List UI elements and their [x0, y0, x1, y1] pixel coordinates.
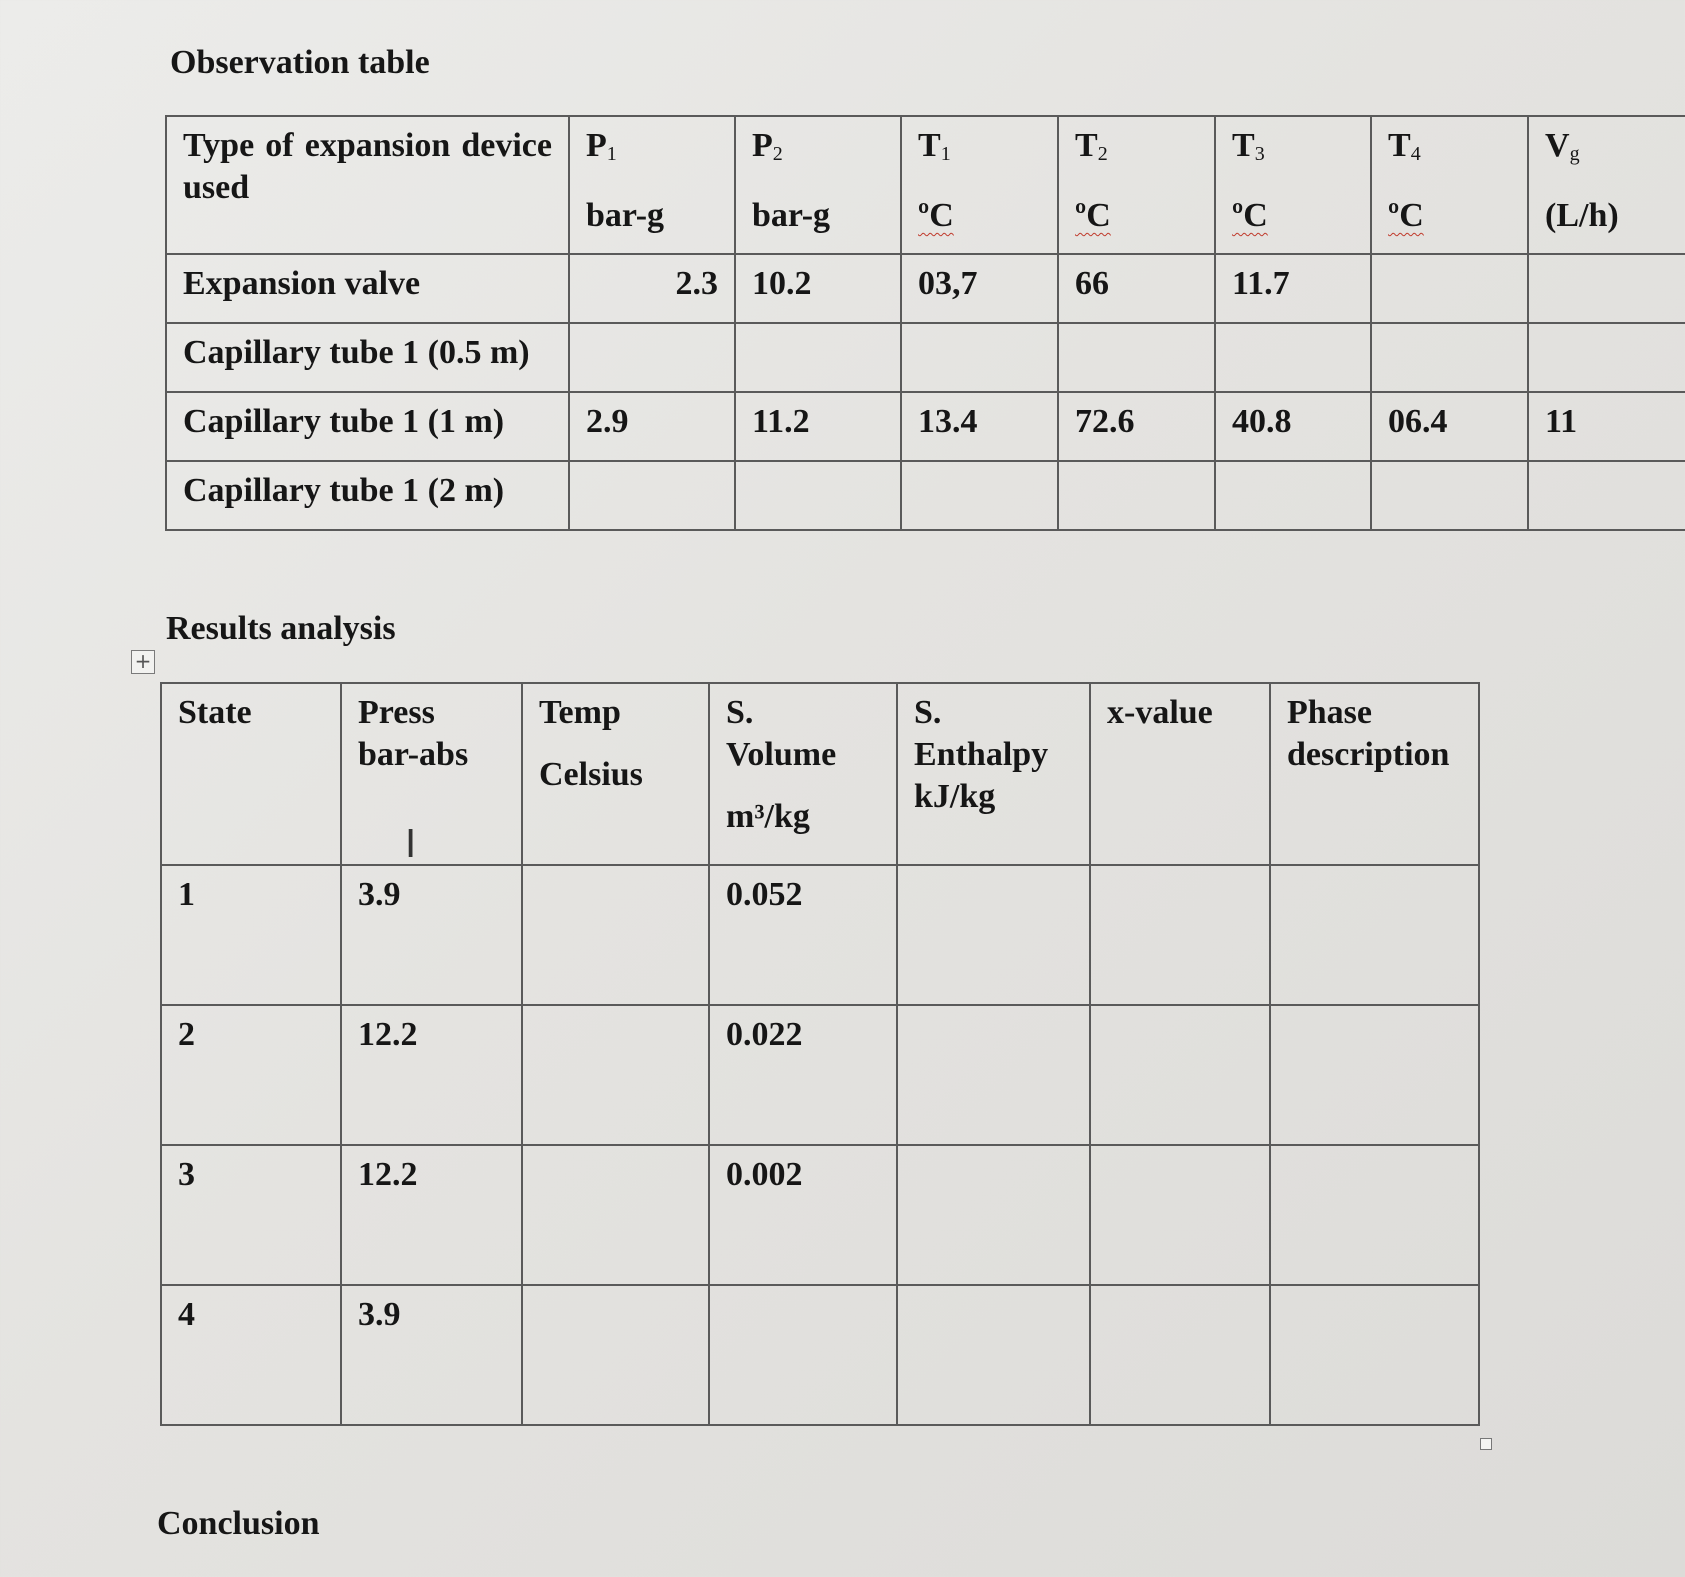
observation-header-row: [166, 116, 1685, 254]
header-p2-sub: 2: [772, 143, 783, 165]
table-cell[interactable]: [897, 865, 1090, 1005]
table-cell[interactable]: [709, 1005, 897, 1145]
header-enthalpy-label: Enthalpy: [914, 736, 1049, 773]
cell-value: [736, 324, 900, 340]
cell-value: [902, 462, 1057, 478]
table-cell[interactable]: [1090, 1005, 1270, 1145]
cell-value: [523, 1146, 708, 1162]
header-vg-label: V: [1545, 127, 1570, 164]
table-cell[interactable]: [1090, 1145, 1270, 1285]
table-cell[interactable]: [161, 1005, 341, 1145]
header-cell-temp[interactable]: [522, 683, 709, 865]
cell-value: 11.7: [1232, 265, 1290, 302]
cell-value: [736, 462, 900, 478]
row-label: Expansion valve: [183, 265, 421, 302]
cell-value: [1216, 462, 1370, 478]
cell-value: 13.4: [918, 403, 978, 440]
header-t2-unit: ºC: [1075, 197, 1111, 234]
table-row: [166, 323, 1685, 392]
cell-value: [1091, 866, 1269, 882]
header-p2-label: P: [752, 127, 773, 164]
row-label: Capillary tube 1 (1 m): [183, 403, 505, 440]
header-cell-t2[interactable]: [1058, 116, 1215, 254]
header-type-label: Type of expansion device used: [183, 127, 552, 206]
table-cell[interactable]: [1090, 1285, 1270, 1425]
header-volume-label: Volume: [726, 736, 837, 773]
header-temp-unit: Celsius: [539, 756, 643, 793]
table-cell[interactable]: [709, 1145, 897, 1285]
table-cell[interactable]: [1371, 254, 1528, 323]
header-cell-type[interactable]: [166, 116, 569, 254]
state-value: 3: [178, 1156, 195, 1193]
cell-value: [902, 324, 1057, 340]
cell-value: 2.9: [586, 403, 629, 440]
table-cell[interactable]: [901, 323, 1058, 392]
cell-value: 03,7: [918, 265, 978, 302]
header-cell-phase[interactable]: [1270, 683, 1479, 865]
table-row: [166, 461, 1685, 530]
cell-value: 0.052: [726, 876, 803, 913]
header-t1-unit: ºC: [918, 197, 954, 234]
cell-value: [710, 1286, 896, 1302]
header-cell-t1[interactable]: [901, 116, 1058, 254]
row-label: Capillary tube 1 (2 m): [183, 472, 505, 509]
table-cell[interactable]: [901, 392, 1058, 461]
table-row: [161, 1145, 1479, 1285]
cell-value: [1271, 866, 1478, 882]
header-t4-sub: 4: [1410, 143, 1421, 165]
table-cell[interactable]: [735, 254, 901, 323]
header-t1-label: T: [918, 127, 941, 164]
cell-value: 66: [1075, 265, 1109, 302]
header-volume-prefix: S.: [726, 694, 754, 731]
header-p1-label: P: [586, 127, 607, 164]
table-cell[interactable]: [709, 865, 897, 1005]
cell-value: [898, 866, 1089, 882]
header-p2-unit: bar-g: [752, 197, 831, 234]
table-cell[interactable]: [1528, 323, 1685, 392]
results-header-row: [161, 683, 1479, 865]
cell-value: [1059, 324, 1214, 340]
header-t2-label: T: [1075, 127, 1098, 164]
table-row: [161, 865, 1479, 1005]
header-t4-unit: ºC: [1388, 197, 1424, 234]
table-cell[interactable]: [522, 1005, 709, 1145]
header-t2-sub: 2: [1097, 143, 1108, 165]
table-cell[interactable]: [1058, 254, 1215, 323]
table-cell[interactable]: [161, 1145, 341, 1285]
cell-value: 11: [1545, 403, 1578, 440]
header-phase-label-2: description: [1287, 736, 1450, 773]
table-row: [166, 392, 1685, 461]
cell-value: [1091, 1146, 1269, 1162]
table-cell[interactable]: [341, 1005, 522, 1145]
cell-value: 12.2: [358, 1016, 418, 1053]
table-cell[interactable]: [897, 1285, 1090, 1425]
cell-value: [1271, 1006, 1478, 1022]
table-cell[interactable]: [161, 1285, 341, 1425]
table-cell[interactable]: [1528, 461, 1685, 530]
header-cell-xvalue[interactable]: [1090, 683, 1270, 865]
table-cell[interactable]: [161, 865, 341, 1005]
cell-value: [898, 1146, 1089, 1162]
table-cell[interactable]: [1270, 1285, 1479, 1425]
table-cell[interactable]: [341, 865, 522, 1005]
table-cell[interactable]: [569, 461, 735, 530]
conclusion-title: Conclusion: [157, 1505, 320, 1542]
header-p1-sub: 1: [606, 143, 617, 165]
cell-value: 0.002: [726, 1156, 803, 1193]
table-cell[interactable]: [1528, 254, 1685, 323]
header-cell-t4[interactable]: [1371, 116, 1528, 254]
header-cell-volume[interactable]: [709, 683, 897, 865]
table-cell[interactable]: [897, 1145, 1090, 1285]
cell-value: [1372, 255, 1527, 271]
table-cell[interactable]: [1371, 323, 1528, 392]
table-cell[interactable]: [901, 254, 1058, 323]
observation-table-title: Observation table: [170, 44, 430, 81]
cell-value: 0.022: [726, 1016, 803, 1053]
cell-value: 40.8: [1232, 403, 1292, 440]
table-cell[interactable]: [569, 323, 735, 392]
cell-value: 10.2: [752, 265, 812, 302]
header-t3-sub: 3: [1254, 143, 1265, 165]
header-cell-state[interactable]: [161, 683, 341, 865]
table-cell[interactable]: [166, 392, 569, 461]
header-cell-enthalpy[interactable]: [897, 683, 1090, 865]
header-cell-p2[interactable]: [735, 116, 901, 254]
header-temp-label: Temp: [539, 694, 621, 731]
cell-value: 3.9: [358, 1296, 401, 1333]
cell-value: [1059, 462, 1214, 478]
cell-value: [570, 324, 734, 340]
cell-value: [898, 1006, 1089, 1022]
table-cell[interactable]: [1215, 392, 1371, 461]
table-cell[interactable]: [1270, 1145, 1479, 1285]
cell-value: [523, 1006, 708, 1022]
cell-value: 3.9: [358, 876, 401, 913]
cell-value: 2.3: [675, 265, 718, 302]
state-value: 1: [178, 876, 195, 913]
table-cell[interactable]: [1270, 1005, 1479, 1145]
table-cell[interactable]: [522, 865, 709, 1005]
results-analysis-title: Results analysis: [166, 610, 396, 647]
cell-value: [523, 1286, 708, 1302]
header-t3-label: T: [1232, 127, 1255, 164]
cell-value: [1372, 462, 1527, 478]
table-cell[interactable]: [1270, 865, 1479, 1005]
table-cell[interactable]: [522, 1145, 709, 1285]
table-cell[interactable]: [1215, 323, 1371, 392]
table-row: [161, 1005, 1479, 1145]
cell-value: [1271, 1146, 1478, 1162]
table-cell[interactable]: [735, 461, 901, 530]
table-move-handle-icon[interactable]: +: [131, 650, 155, 674]
cell-value: [523, 866, 708, 882]
table-cell[interactable]: [735, 323, 901, 392]
table-cell[interactable]: [1371, 392, 1528, 461]
state-value: 2: [178, 1016, 195, 1053]
header-phase-label: Phase: [1287, 694, 1372, 731]
header-cell-p1[interactable]: [569, 116, 735, 254]
cell-value: 06.4: [1388, 403, 1448, 440]
header-t3-unit: ºC: [1232, 197, 1268, 234]
table-cell[interactable]: [1528, 392, 1685, 461]
header-cell-t3[interactable]: [1215, 116, 1371, 254]
state-value: 4: [178, 1296, 195, 1333]
results-table: [160, 682, 1480, 1426]
cell-value: 72.6: [1075, 403, 1135, 440]
table-cell[interactable]: [1058, 461, 1215, 530]
table-cell[interactable]: [569, 254, 735, 323]
header-vg-unit: (L/h): [1545, 197, 1619, 234]
header-cell-vg[interactable]: [1528, 116, 1685, 254]
cell-value: [1271, 1286, 1478, 1302]
cell-value: [1091, 1286, 1269, 1302]
table-cell[interactable]: [1371, 461, 1528, 530]
header-enthalpy-unit: kJ/kg: [914, 778, 996, 815]
table-cell[interactable]: [1058, 323, 1215, 392]
cell-value: [570, 462, 734, 478]
table-cell[interactable]: [897, 1005, 1090, 1145]
header-enthalpy-prefix: S.: [914, 694, 942, 731]
table-cell[interactable]: [522, 1285, 709, 1425]
row-label: Capillary tube 1 (0.5 m): [183, 334, 530, 371]
header-cell-press[interactable]: [341, 683, 522, 865]
header-press-label: Press: [358, 694, 435, 731]
table-cell[interactable]: [166, 323, 569, 392]
text-cursor-icon: I: [405, 822, 417, 866]
header-t1-sub: 1: [940, 143, 951, 165]
table-cell[interactable]: [166, 254, 569, 323]
table-cell[interactable]: [341, 1285, 522, 1425]
cell-value: 11.2: [752, 403, 810, 440]
table-cell[interactable]: [901, 461, 1058, 530]
table-resize-handle[interactable]: [1480, 1438, 1492, 1450]
table-cell[interactable]: [1215, 254, 1371, 323]
table-cell[interactable]: [166, 461, 569, 530]
table-row: [161, 1285, 1479, 1425]
cell-value: [1372, 324, 1527, 340]
cell-value: [1529, 462, 1685, 478]
table-row: [166, 254, 1685, 323]
header-p1-unit: bar-g: [586, 197, 665, 234]
cell-value: [898, 1286, 1089, 1302]
header-press-unit: bar-abs: [358, 736, 469, 773]
header-xvalue-label: x-value: [1107, 694, 1213, 731]
table-cell[interactable]: [1058, 392, 1215, 461]
table-cell[interactable]: [709, 1285, 897, 1425]
cell-value: [1216, 324, 1370, 340]
header-t4-label: T: [1388, 127, 1411, 164]
observation-table: [165, 115, 1685, 531]
cell-value: 12.2: [358, 1156, 418, 1193]
header-state-label: State: [178, 694, 252, 731]
cell-value: [1529, 324, 1685, 340]
table-cell[interactable]: [569, 392, 735, 461]
cell-value: [1529, 255, 1685, 271]
table-cell[interactable]: [735, 392, 901, 461]
table-cell[interactable]: [341, 1145, 522, 1285]
header-volume-unit: m³/kg: [726, 798, 810, 835]
header-vg-sub: g: [1569, 143, 1580, 165]
cell-value: [1091, 1006, 1269, 1022]
table-cell[interactable]: [1090, 865, 1270, 1005]
table-cell[interactable]: [1215, 461, 1371, 530]
